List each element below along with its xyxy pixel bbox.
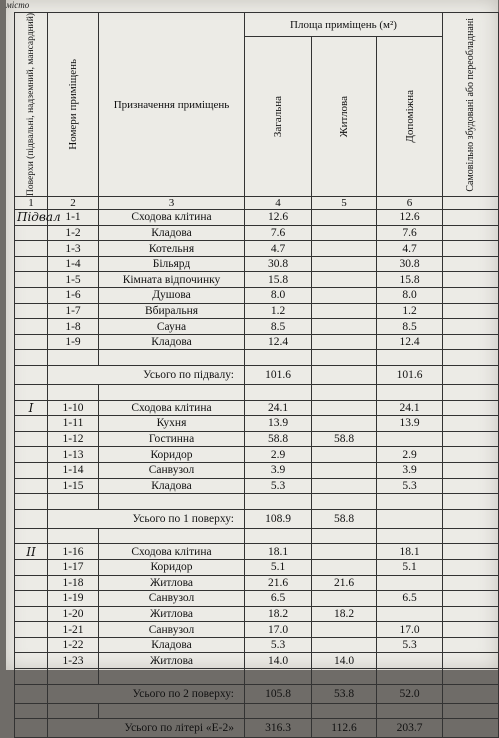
aux-area: 7.6: [377, 225, 443, 241]
living-area: [312, 478, 377, 494]
total-area-sum: 101.6: [245, 365, 312, 384]
aux-area: 8.0: [377, 288, 443, 304]
aux-area: 17.0: [377, 622, 443, 638]
empty-cell: [99, 350, 245, 366]
header-self-built: Самовільно збудовані або переобладнані: [443, 13, 499, 197]
room-purpose: Сходова клітина: [99, 544, 245, 560]
self-built-cell: [443, 400, 499, 416]
floor-cell: [15, 559, 48, 575]
total-label: Усього по 2 поверху:: [48, 684, 245, 703]
empty-cell: [99, 384, 245, 400]
room-purpose: Житлова: [99, 653, 245, 669]
total-area: 13.9: [245, 416, 312, 432]
total-area: 12.6: [245, 210, 312, 226]
empty-cell: [443, 384, 499, 400]
self-built-cell: [443, 241, 499, 257]
room-number: 1-21: [48, 622, 99, 638]
floor-cell: [15, 256, 48, 272]
empty-cell: [312, 669, 377, 685]
empty-cell: [312, 528, 377, 544]
column-number: 2: [48, 197, 99, 210]
aux-area: 5.1: [377, 559, 443, 575]
room-number: 1-8: [48, 319, 99, 335]
self-built-cell: [443, 319, 499, 335]
table-row: [15, 575, 499, 591]
room-number: 1-13: [48, 447, 99, 463]
column-number: 3: [99, 197, 245, 210]
table-row: [15, 334, 499, 350]
living-area: 18.2: [312, 606, 377, 622]
empty-cell: [312, 494, 377, 510]
living-area: [312, 288, 377, 304]
living-area: [312, 210, 377, 226]
living-area: [312, 416, 377, 432]
room-number: 1-10: [48, 400, 99, 416]
table-row: [15, 447, 499, 463]
total-label: Усього по 1 поверху:: [48, 509, 245, 528]
total-area: 5.3: [245, 637, 312, 653]
room-number: 1-11: [48, 416, 99, 432]
aux-area: 5.3: [377, 637, 443, 653]
self-built-cell: [443, 684, 499, 703]
floor-label: I: [15, 400, 48, 416]
self-built-cell: [443, 606, 499, 622]
header-room-number: Номери приміщень: [48, 13, 99, 197]
empty-cell: [443, 703, 499, 719]
empty-cell: [48, 703, 99, 719]
floor-cell: [15, 462, 48, 478]
room-number: 1-1: [48, 210, 99, 226]
floor-cell: [15, 575, 48, 591]
floor-cell: [15, 365, 48, 384]
living-area: 21.6: [312, 575, 377, 591]
column-numbers-row: [15, 197, 499, 210]
empty-cell: [245, 528, 312, 544]
table-row: [15, 256, 499, 272]
header-aux-area: Допоміжна: [377, 37, 443, 197]
room-purpose: Житлова: [99, 606, 245, 622]
floor-cell: [15, 684, 48, 703]
empty-cell: [15, 350, 48, 366]
self-built-cell: [443, 719, 499, 738]
aux-area: 18.1: [377, 544, 443, 560]
total-area: 18.1: [245, 544, 312, 560]
room-purpose: Сауна: [99, 319, 245, 335]
empty-cell: [377, 494, 443, 510]
room-purpose: Санвузол: [99, 591, 245, 607]
self-built-cell: [443, 462, 499, 478]
table-row: [15, 559, 499, 575]
aux-area: 15.8: [377, 272, 443, 288]
room-purpose: Котельня: [99, 241, 245, 257]
self-built-cell: [443, 622, 499, 638]
empty-cell: [245, 384, 312, 400]
room-purpose: Житлова: [99, 575, 245, 591]
living-area-sum: 112.6: [312, 719, 377, 738]
total-area: 5.1: [245, 559, 312, 575]
aux-area: 6.5: [377, 591, 443, 607]
living-area: [312, 334, 377, 350]
header-total-area: Загальна: [245, 37, 312, 197]
floor-cell: [15, 334, 48, 350]
living-area: [312, 303, 377, 319]
document-sheet: [6, 0, 498, 735]
floor-cell: [15, 431, 48, 447]
header-area-group: Площа приміщень (м²): [245, 13, 443, 37]
aux-area: 8.5: [377, 319, 443, 335]
self-built-cell: [443, 288, 499, 304]
empty-cell: [15, 384, 48, 400]
empty-cell: [15, 669, 48, 685]
empty-row: [15, 494, 499, 510]
room-purpose: Сходова клітина: [99, 400, 245, 416]
total-area: 2.9: [245, 447, 312, 463]
empty-cell: [48, 494, 99, 510]
table-row: [15, 225, 499, 241]
table-row: [15, 478, 499, 494]
column-number: 1: [15, 197, 48, 210]
empty-cell: [48, 384, 99, 400]
table-row: [15, 622, 499, 638]
room-purpose: Сходова клітина: [99, 210, 245, 226]
aux-area: 3.9: [377, 462, 443, 478]
room-purpose: Коридор: [99, 447, 245, 463]
total-area: 6.5: [245, 591, 312, 607]
room-purpose: Вбиральня: [99, 303, 245, 319]
living-area: [312, 400, 377, 416]
self-built-cell: [443, 365, 499, 384]
total-area: 24.1: [245, 400, 312, 416]
empty-cell: [48, 669, 99, 685]
total-area: 14.0: [245, 653, 312, 669]
room-purpose: Кладова: [99, 334, 245, 350]
empty-cell: [377, 350, 443, 366]
room-number: 1-23: [48, 653, 99, 669]
self-built-cell: [443, 431, 499, 447]
room-purpose: Кладова: [99, 478, 245, 494]
second-floor-total-row: [15, 684, 499, 703]
empty-cell: [99, 703, 245, 719]
total-area: 12.4: [245, 334, 312, 350]
living-area: [312, 225, 377, 241]
room-purpose: Санвузол: [99, 462, 245, 478]
floor-cell: [15, 606, 48, 622]
aux-area-sum: [377, 509, 443, 528]
column-number: 6: [377, 197, 443, 210]
living-area: [312, 559, 377, 575]
empty-cell: [443, 528, 499, 544]
empty-cell: [99, 528, 245, 544]
empty-cell: [245, 703, 312, 719]
empty-cell: [48, 350, 99, 366]
table-row: [15, 288, 499, 304]
basement-total-row: [15, 365, 499, 384]
rooms-table: [14, 12, 499, 738]
total-area-sum: 105.8: [245, 684, 312, 703]
self-built-cell: [443, 559, 499, 575]
total-area: 4.7: [245, 241, 312, 257]
room-purpose: Санвузол: [99, 622, 245, 638]
empty-cell: [443, 669, 499, 685]
floor-cell: [15, 637, 48, 653]
floor-cell: [15, 225, 48, 241]
room-number: 1-7: [48, 303, 99, 319]
aux-area-sum: 203.7: [377, 719, 443, 738]
floor-cell: [15, 591, 48, 607]
room-purpose: Кладова: [99, 225, 245, 241]
empty-cell: [15, 703, 48, 719]
first-floor-total-row: [15, 509, 499, 528]
empty-cell: [15, 528, 48, 544]
living-area: [312, 637, 377, 653]
living-area: 58.8: [312, 431, 377, 447]
room-number: 1-17: [48, 559, 99, 575]
room-number: 1-12: [48, 431, 99, 447]
total-area: 18.2: [245, 606, 312, 622]
floor-cell: [15, 272, 48, 288]
table-row: [15, 637, 499, 653]
self-built-cell: [443, 447, 499, 463]
total-area-sum: 316.3: [245, 719, 312, 738]
column-number-empty: [443, 197, 499, 210]
self-built-cell: [443, 272, 499, 288]
total-area: 8.0: [245, 288, 312, 304]
aux-area: 5.3: [377, 478, 443, 494]
total-area: 21.6: [245, 575, 312, 591]
floor-label: Підвал: [15, 210, 48, 226]
room-number: 1-22: [48, 637, 99, 653]
empty-cell: [377, 384, 443, 400]
aux-area: 13.9: [377, 416, 443, 432]
self-built-cell: [443, 509, 499, 528]
self-built-cell: [443, 478, 499, 494]
aux-area: 2.9: [377, 447, 443, 463]
floor-cell: [15, 653, 48, 669]
aux-area: 4.7: [377, 241, 443, 257]
empty-cell: [312, 384, 377, 400]
self-built-cell: [443, 544, 499, 560]
room-number: 1-5: [48, 272, 99, 288]
table-row: [15, 272, 499, 288]
room-number: 1-16: [48, 544, 99, 560]
total-area: 58.8: [245, 431, 312, 447]
total-area: 5.3: [245, 478, 312, 494]
living-area-sum: 58.8: [312, 509, 377, 528]
table-row: [15, 591, 499, 607]
table-row: [15, 606, 499, 622]
total-area: 8.5: [245, 319, 312, 335]
floor-cell: [15, 241, 48, 257]
living-area: [312, 447, 377, 463]
aux-area: 12.6: [377, 210, 443, 226]
room-number: 1-18: [48, 575, 99, 591]
total-area: 17.0: [245, 622, 312, 638]
table-row: [15, 462, 499, 478]
table-row: [15, 210, 499, 226]
total-area: 3.9: [245, 462, 312, 478]
living-area: [312, 622, 377, 638]
living-area: [312, 462, 377, 478]
room-purpose: Душова: [99, 288, 245, 304]
header-living-area: Житлова: [312, 37, 377, 197]
empty-row: [15, 350, 499, 366]
self-built-cell: [443, 416, 499, 432]
floor-cell: [15, 719, 48, 738]
room-purpose: Гостинна: [99, 431, 245, 447]
total-area-sum: 108.9: [245, 509, 312, 528]
living-area-sum: [312, 365, 377, 384]
self-built-cell: [443, 653, 499, 669]
room-purpose: Кладова: [99, 637, 245, 653]
empty-cell: [48, 528, 99, 544]
empty-cell: [15, 494, 48, 510]
empty-cell: [245, 669, 312, 685]
table-row: [15, 241, 499, 257]
aux-area: [377, 606, 443, 622]
self-built-cell: [443, 575, 499, 591]
self-built-cell: [443, 210, 499, 226]
self-built-cell: [443, 303, 499, 319]
room-purpose: Кухня: [99, 416, 245, 432]
room-number: 1-20: [48, 606, 99, 622]
corner-label: місто: [6, 0, 30, 10]
empty-cell: [245, 494, 312, 510]
aux-area: 24.1: [377, 400, 443, 416]
header-room-purpose: Призначення приміщень: [99, 13, 245, 197]
room-number: 1-4: [48, 256, 99, 272]
aux-area: 12.4: [377, 334, 443, 350]
room-purpose: Коридор: [99, 559, 245, 575]
living-area: [312, 591, 377, 607]
floor-cell: [15, 288, 48, 304]
room-number: 1-19: [48, 591, 99, 607]
empty-cell: [377, 528, 443, 544]
floor-label: II: [15, 544, 48, 560]
aux-area: [377, 653, 443, 669]
living-area: 14.0: [312, 653, 377, 669]
table-row: [15, 416, 499, 432]
empty-cell: [377, 669, 443, 685]
self-built-cell: [443, 225, 499, 241]
total-area: 7.6: [245, 225, 312, 241]
table-row: [15, 319, 499, 335]
empty-row: [15, 669, 499, 685]
column-number: 5: [312, 197, 377, 210]
aux-area-sum: 52.0: [377, 684, 443, 703]
table-row: [15, 400, 499, 416]
total-label: Усього по літері «Е-2»: [48, 719, 245, 738]
living-area: [312, 544, 377, 560]
floor-cell: [15, 509, 48, 528]
living-area: [312, 319, 377, 335]
room-number: 1-6: [48, 288, 99, 304]
empty-cell: [99, 494, 245, 510]
room-number: 1-2: [48, 225, 99, 241]
living-area: [312, 272, 377, 288]
living-area: [312, 241, 377, 257]
table-row: [15, 544, 499, 560]
empty-cell: [443, 350, 499, 366]
table-row: [15, 431, 499, 447]
total-label: Усього по підвалу:: [48, 365, 245, 384]
aux-area-sum: 101.6: [377, 365, 443, 384]
total-area: 15.8: [245, 272, 312, 288]
empty-cell: [312, 703, 377, 719]
empty-cell: [443, 494, 499, 510]
aux-area: 30.8: [377, 256, 443, 272]
room-number: 1-3: [48, 241, 99, 257]
floor-cell: [15, 478, 48, 494]
floor-cell: [15, 416, 48, 432]
floor-cell: [15, 319, 48, 335]
room-number: 1-14: [48, 462, 99, 478]
self-built-cell: [443, 591, 499, 607]
table-body: [15, 197, 499, 738]
room-number: 1-15: [48, 478, 99, 494]
header-floors: Поверхи (підвальні, надземний, мансардний): [15, 13, 48, 197]
floor-cell: [15, 303, 48, 319]
empty-row: [15, 384, 499, 400]
empty-row: [15, 703, 499, 719]
room-number: 1-9: [48, 334, 99, 350]
self-built-cell: [443, 256, 499, 272]
total-area: 30.8: [245, 256, 312, 272]
floor-cell: [15, 447, 48, 463]
living-area-sum: 53.8: [312, 684, 377, 703]
grand-total-row: [15, 719, 499, 738]
self-built-cell: [443, 637, 499, 653]
column-number: 4: [245, 197, 312, 210]
room-purpose: Кімната відпочинку: [99, 272, 245, 288]
empty-cell: [377, 703, 443, 719]
empty-cell: [312, 350, 377, 366]
empty-cell: [245, 350, 312, 366]
self-built-cell: [443, 334, 499, 350]
floor-cell: [15, 622, 48, 638]
empty-row: [15, 528, 499, 544]
table-row: [15, 303, 499, 319]
living-area: [312, 256, 377, 272]
room-purpose: Більярд: [99, 256, 245, 272]
table-row: [15, 653, 499, 669]
total-area: 1.2: [245, 303, 312, 319]
aux-area: 1.2: [377, 303, 443, 319]
aux-area: [377, 431, 443, 447]
aux-area: [377, 575, 443, 591]
empty-cell: [99, 669, 245, 685]
